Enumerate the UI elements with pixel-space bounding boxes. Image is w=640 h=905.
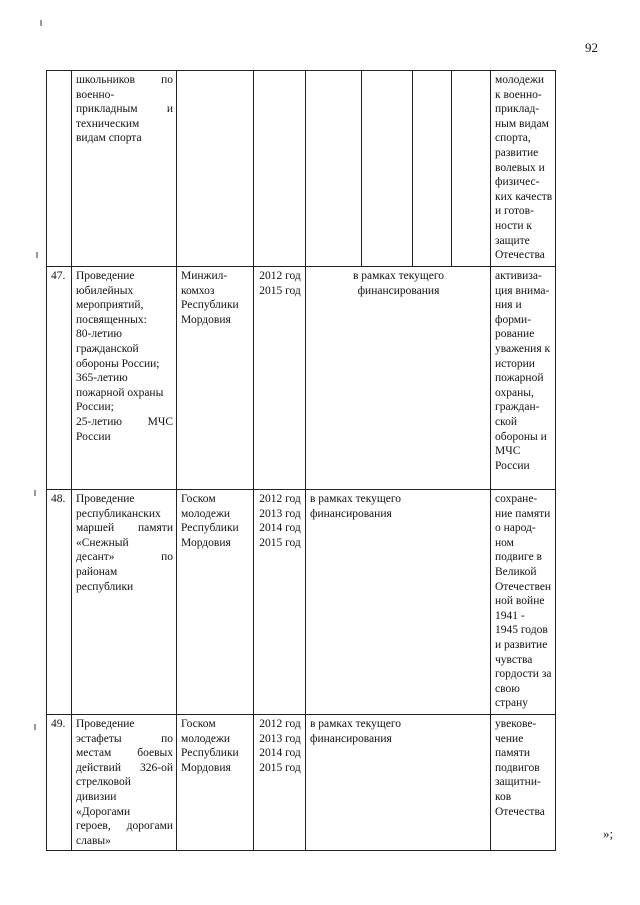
text-line: 2012 год [259, 493, 301, 505]
financing-cell [306, 267, 491, 490]
text-line: России [495, 459, 530, 472]
text-line: развитие [495, 146, 539, 159]
financing-cell [306, 490, 491, 715]
text-line: финансирования [310, 507, 392, 520]
text-line [76, 507, 173, 522]
text-line [76, 415, 173, 430]
text-word: прикладным [76, 103, 138, 116]
text-word: военно- [76, 88, 115, 101]
row-number-cell [47, 490, 72, 715]
text-word: местам [76, 747, 112, 760]
text-word: Проведение [76, 270, 135, 282]
text-line: волевых и [495, 161, 545, 174]
text-word: пожарной охраны [76, 386, 164, 399]
table-row [47, 267, 556, 490]
text-line [76, 521, 173, 536]
text-line: Мордовия [181, 313, 231, 326]
executor-cell [177, 490, 254, 715]
text-line: чение [495, 732, 524, 745]
text-word: 326-ой [140, 761, 173, 774]
years-cell [254, 715, 306, 851]
financing-subcolumns [306, 71, 490, 266]
text-word: памяти [137, 522, 173, 535]
text-line [76, 371, 173, 386]
text-line [76, 400, 173, 415]
text-word: мероприятий, [76, 299, 144, 312]
text-line [76, 746, 173, 761]
text-line [76, 536, 173, 551]
result-cell [491, 71, 556, 267]
text-line [76, 717, 173, 732]
text-line: молодежи [181, 732, 231, 745]
text-word: Проведение [76, 718, 135, 730]
measure-name-cell [72, 715, 177, 851]
text-line: памяти [495, 747, 531, 760]
text-line: подвигов [495, 761, 540, 774]
text-line [76, 790, 173, 805]
text-line: 2014 год [259, 747, 301, 760]
text-word: МЧС [147, 415, 173, 428]
text-word: по [161, 74, 173, 86]
result-cell [491, 490, 556, 715]
text-line: Минжил- [181, 270, 228, 282]
text-word: 80-летию [76, 328, 122, 341]
text-line: ция внима- [495, 284, 550, 297]
measure-name-cell [72, 71, 177, 267]
text-word: посвященных: [76, 313, 147, 326]
margin-mark [36, 252, 38, 258]
text-word: боевых [137, 747, 173, 760]
text-line: финансирования [310, 732, 392, 745]
text-word: 365-летию [76, 372, 128, 385]
text-line: увекове- [495, 718, 537, 730]
text-line: пожарной [495, 372, 544, 385]
text-line [76, 342, 173, 357]
text-word: славы» [76, 834, 111, 847]
text-line: уважения к [495, 342, 551, 355]
text-line [76, 313, 173, 328]
text-line: Республики [181, 522, 239, 535]
text-word: маршей [76, 522, 115, 535]
row-number: 49. [51, 718, 66, 730]
text-line: ным видам [495, 117, 549, 130]
years-cell [254, 267, 306, 490]
text-line [76, 298, 173, 313]
text-word: по [161, 551, 173, 564]
text-line [76, 761, 173, 776]
text-word: Проведение [76, 493, 135, 505]
text-line [76, 386, 173, 401]
text-line: спорта, [495, 132, 531, 145]
text-line: подвиге в [495, 551, 542, 564]
text-line: ности к [495, 219, 532, 232]
text-line [76, 131, 173, 146]
text-line: 2013 год [259, 732, 301, 745]
text-line [76, 357, 173, 372]
measure-name-cell [72, 490, 177, 715]
text-line: и готов- [495, 205, 534, 218]
result-cell [491, 715, 556, 851]
text-line: Республики [181, 747, 239, 760]
text-word: России; [76, 401, 114, 414]
text-word: стрелковой [76, 776, 131, 789]
executor-cell [177, 71, 254, 267]
text-line: страну [495, 697, 529, 710]
text-line [76, 834, 173, 849]
text-line: в рамках текущего [310, 493, 402, 505]
text-word: республики [76, 580, 134, 593]
text-line: молодежи [495, 74, 545, 86]
text-line: сохране- [495, 493, 538, 505]
text-line: рование [495, 328, 535, 341]
text-word: дорогами [126, 820, 173, 833]
text-line: приклад- [495, 103, 540, 116]
text-line [76, 775, 173, 790]
text-line: свою [495, 682, 520, 695]
closing-quote: »; [603, 826, 614, 841]
table-row [47, 490, 556, 715]
executor-cell [177, 715, 254, 851]
text-line: охраны, [495, 386, 534, 399]
margin-mark [34, 724, 36, 730]
text-line [76, 88, 173, 103]
text-line: ние памяти [495, 507, 551, 520]
measure-name-cell [72, 267, 177, 490]
text-line: обороны и [495, 430, 547, 443]
text-line: 2013 год [259, 507, 301, 520]
text-word: «Снежный [76, 536, 129, 549]
text-line: Великой [495, 565, 537, 578]
text-line: защитни- [495, 776, 541, 789]
text-line: ков [495, 790, 512, 803]
text-line: Республики [181, 299, 239, 312]
text-line: чувства [495, 653, 533, 666]
text-line [76, 117, 173, 132]
text-word: республиканских [76, 507, 161, 520]
text-word: обороны России; [76, 357, 160, 370]
text-word: десант» [76, 551, 115, 564]
text-line: физичес- [495, 176, 540, 189]
text-line [76, 102, 173, 117]
text-line: ния и [495, 299, 522, 312]
text-line: 2012 год [259, 270, 301, 282]
text-word: техническим [76, 117, 140, 130]
text-line [76, 805, 173, 820]
text-line: 2012 год [259, 718, 301, 730]
years-cell [254, 490, 306, 715]
result-cell [491, 267, 556, 490]
text-word: по [161, 732, 173, 745]
text-line: форми- [495, 313, 532, 326]
margin-mark [34, 490, 36, 496]
text-line: гордости за [495, 668, 552, 681]
text-line: молодежи [181, 507, 231, 520]
row-number-cell [47, 715, 72, 851]
text-line: в рамках текущего [310, 718, 402, 730]
margin-mark [40, 20, 42, 26]
text-line: Отечества [495, 805, 545, 818]
text-line [76, 284, 173, 299]
text-word: 25-летию [76, 415, 122, 428]
text-line: Госком [181, 718, 216, 730]
text-line: ной войне [495, 595, 545, 608]
text-line: ном [495, 536, 514, 549]
text-line: ких качеств [495, 190, 553, 203]
text-word: школьников [76, 74, 135, 86]
text-line: о народ- [495, 522, 536, 535]
executor-cell [177, 267, 254, 490]
text-line: в рамках текущего [352, 270, 445, 282]
text-line: Мордовия [181, 536, 231, 549]
text-word: «Дорогами [76, 805, 131, 818]
table-row-continued [47, 71, 556, 267]
page-number: 92 [585, 40, 598, 55]
row-number: 48. [51, 493, 66, 505]
measures-table [46, 70, 556, 851]
text-line: 2015 год [259, 761, 301, 774]
text-word: юбилейных [76, 284, 134, 297]
text-word: эстафеты [76, 732, 122, 745]
text-line [76, 269, 173, 284]
text-line: Мордовия [181, 761, 231, 774]
text-line [76, 327, 173, 342]
text-word: гражданской [76, 342, 139, 355]
text-line: 2014 год [259, 522, 301, 535]
financing-cell [306, 715, 491, 851]
text-line: граждан- [495, 401, 540, 414]
text-line: финансирования [357, 284, 440, 297]
text-line: активиза- [495, 270, 542, 282]
text-line: 2015 год [259, 536, 301, 549]
text-word: и [166, 103, 173, 116]
text-line [76, 565, 173, 580]
financing-cell [306, 71, 491, 267]
table-row [47, 715, 556, 851]
text-line: МЧС [495, 445, 521, 458]
text-line [76, 492, 173, 507]
text-line: 2015 год [259, 284, 301, 297]
text-line [76, 430, 173, 445]
text-line: к военно- [495, 88, 542, 101]
text-line: Отечества [495, 249, 545, 262]
text-line: ской [495, 415, 518, 428]
row-number: 47. [51, 270, 66, 282]
text-line: Отечествен [495, 580, 552, 593]
text-line: 1945 годов [495, 624, 548, 637]
text-line [76, 73, 173, 88]
text-line: и развитие [495, 638, 548, 651]
row-number-cell [47, 71, 72, 267]
text-word: действий [76, 761, 121, 774]
text-line: истории [495, 357, 535, 370]
text-word: районам [76, 565, 118, 578]
text-word: России [76, 430, 111, 443]
text-line: Госком [181, 493, 216, 505]
text-line: комхоз [181, 284, 215, 297]
text-line [76, 550, 173, 565]
text-line [76, 580, 173, 595]
text-line: 1941 - [495, 609, 525, 622]
text-line: защите [495, 234, 530, 247]
text-word: дивизии [76, 790, 117, 803]
text-line [76, 732, 173, 747]
row-number-cell [47, 267, 72, 490]
text-line [76, 819, 173, 834]
text-word: видам спорта [76, 132, 142, 145]
years-cell [254, 71, 306, 267]
text-word: героев, [76, 820, 111, 833]
